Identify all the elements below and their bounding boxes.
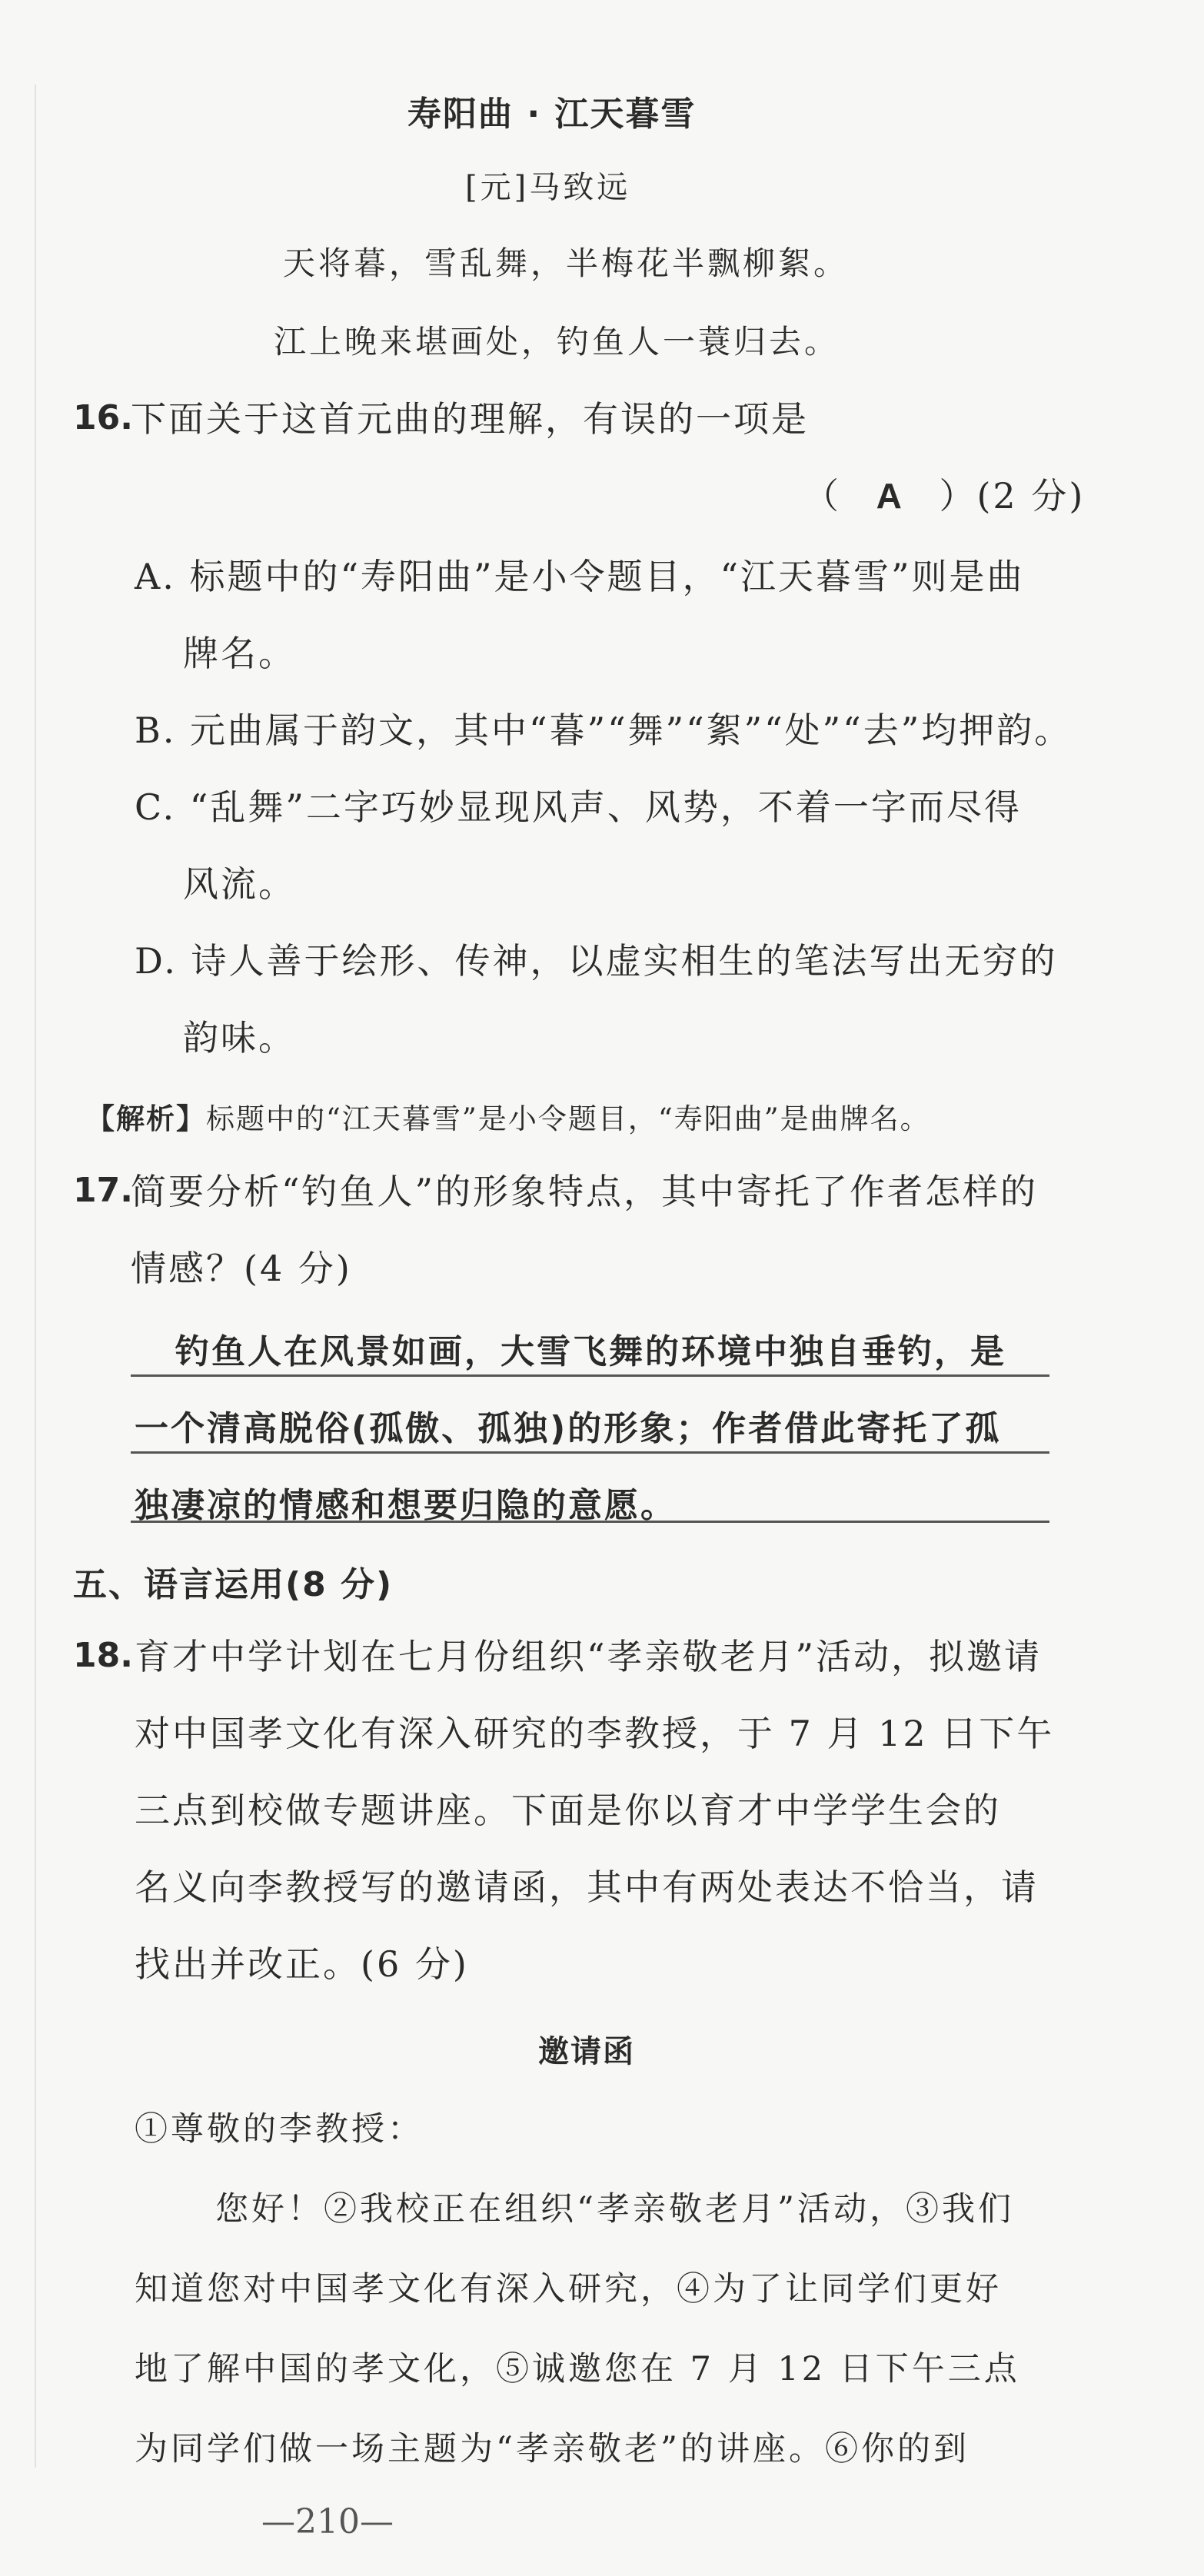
q18-line-1: 育才中学计划在七月份组织“孝亲敬老月”活动，拟邀请 [135,1636,1043,1677]
q17-stem-line1: 简要分析“钓鱼人”的形象特点，其中寄托了作者怎样的 [131,1171,1039,1212]
section-heading: 五、语言运用(8 分) [73,1565,394,1604]
answer-rule-2 [131,1451,1049,1454]
q16-option-c-line1: C. “乱舞”二字巧妙显现风声、风势，不着一字而尽得 [135,786,1022,828]
analysis-label: 【解析】 [86,1102,206,1135]
q16-option-d-line1: D. 诗人善于绘形、传神，以虚实相生的笔法写出无穷的 [135,940,1058,982]
q18-line-5: 找出并改正。(6 分) [135,1943,469,1985]
q16-answer-score: ）(2 分) [939,475,1086,517]
poem-title: 寿阳曲 · 江天暮雪 [407,95,697,134]
letter-body-line-3: 地了解中国的孝文化，⑤诚邀您在 7 月 12 日下午三点 [135,2350,1020,2388]
q16-answer-open: （ [803,475,841,517]
letter-body-line-1: 您好！②我校正在组织“孝亲敬老月”活动，③我们 [215,2190,1014,2229]
q16-stem: 下面关于这首元曲的理解，有误的一项是 [131,398,809,440]
q16-number: 16. [73,398,133,437]
q18-line-3: 三点到校做专题讲座。下面是你以育才中学学生会的 [135,1790,1001,1831]
q17-stem-line2: 情感？(4 分) [131,1248,352,1289]
q16-option-b-line1: B. 元曲属于韵文，其中“暮”“舞”“絮”“处”“去”均押韵。 [135,710,1073,751]
poem-line-1: 天将暮，雪乱舞，半梅花半飘柳絮。 [283,244,850,282]
analysis-text: 标题中的“江天暮雪”是小令题目，“寿阳曲”是曲牌名。 [206,1102,930,1135]
q16-option-c-line2: 风流。 [183,863,296,905]
poem-author: [元]马致远 [465,170,631,205]
margin-rule [35,85,36,2468]
letter-body-line-2: 知道您对中国孝文化有深入研究，④为了让同学们更好 [135,2270,1002,2308]
letter-title: 邀请函 [538,2034,635,2069]
q16-answer: A [876,476,904,516]
q17-answer-line-3: 独凄凉的情感和想要归隐的意愿。 [135,1486,677,1525]
q17-answer-line-1: 钓鱼人在风景如画，大雪飞舞的环境中独自垂钓，是 [175,1332,1006,1371]
answer-rule-3 [131,1521,1049,1523]
answer-rule-1 [131,1374,1049,1377]
q16-option-a-line1: A. 标题中的“寿阳曲”是小令题目，“江天暮雪”则是曲 [135,556,1025,597]
q18-number: 18. [73,1636,133,1675]
q17-answer-line-2: 一个清高脱俗(孤傲、孤独)的形象；作者借此寄托了孤 [135,1409,1002,1448]
q17-number: 17. [73,1171,133,1210]
q16-analysis [86,1095,930,1137]
q16-option-d-line2: 韵味。 [183,1017,296,1059]
q16-answer-bracket [803,457,1085,534]
q16-option-a-line2: 牌名。 [183,633,296,674]
q18-line-4: 名义向李教授写的邀请函，其中有两处表达不恰当，请 [135,1866,1039,1908]
letter-salutation: ①尊敬的李教授： [135,2110,424,2149]
poem-line-2: 江上晚来堪画处，钓鱼人一蓑归去。 [274,323,840,361]
q18-line-2: 对中国孝文化有深入研究的李教授，于 7 月 12 日下午 [135,1713,1055,1754]
letter-body-line-4: 为同学们做一场主题为“孝亲敬老”的讲座。⑥你的到 [135,2430,970,2468]
page-number: —210— [261,2502,394,2541]
